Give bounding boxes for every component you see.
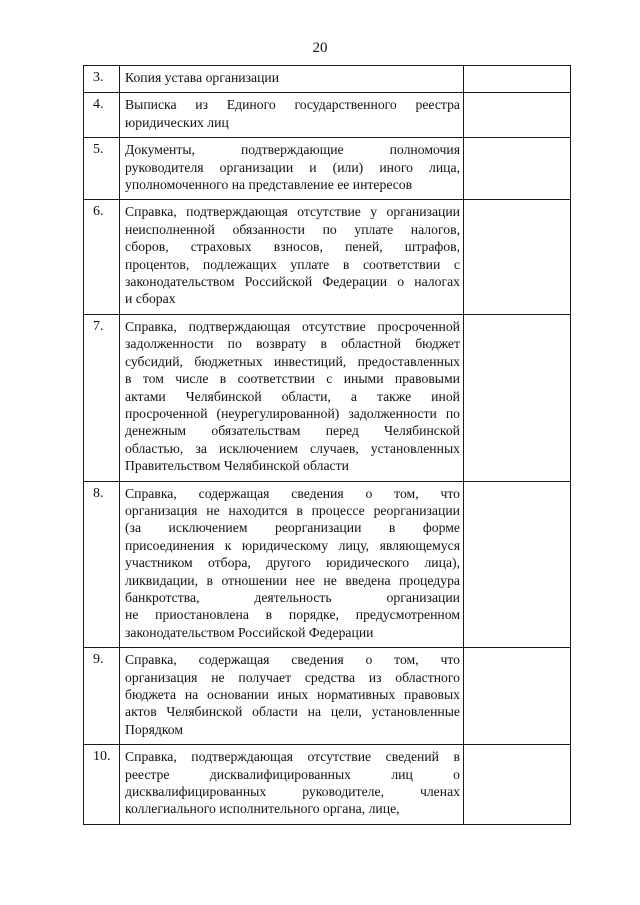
- description-line: Копия устава организации: [125, 70, 280, 85]
- documents-table-body: [84, 66, 571, 825]
- row-number: 9.: [84, 648, 120, 745]
- description-line: и сборах: [125, 291, 176, 307]
- description-line: просроченной (неурегулированной) задолженности по: [125, 405, 460, 421]
- description-line: дисквалифицированных руководителе, членах: [125, 784, 460, 800]
- row-number: 8.: [84, 481, 120, 648]
- empty-cell: [464, 138, 571, 200]
- description-line: Документы, подтверждающие полномочия: [125, 142, 460, 158]
- row-number: 3.: [84, 66, 120, 93]
- document-description: [120, 314, 464, 481]
- description-line: Правительством Челябинской области: [125, 458, 349, 474]
- row-number: 6.: [84, 200, 120, 314]
- description-line: законодательством Российской Федерации: [125, 624, 374, 640]
- document-description: [120, 745, 464, 825]
- description-line: субсидий, бюджетных инвестиций, предоставленных: [125, 353, 460, 369]
- table-row: [84, 745, 571, 825]
- description-line: в том числе в соответствии с иными правовыми: [125, 371, 460, 387]
- description-line: задолженности по возврату в областной бюджет: [125, 336, 460, 352]
- documents-table: [83, 65, 571, 825]
- description-line: коллегиального исполнительного органа, лице,: [125, 801, 400, 817]
- row-number: 7.: [84, 314, 120, 481]
- description-line: Справка, подтверждающая отсутствие просроченной: [125, 318, 460, 334]
- empty-cell: [464, 93, 571, 138]
- description-line: Справка, содержащая сведения о том, что: [125, 652, 460, 668]
- description-line: актами Челябинской области, а также иной: [125, 388, 460, 404]
- table-row: [84, 481, 571, 648]
- description-line: процентов, подлежащих уплате в соответствии с: [125, 256, 460, 272]
- description-line: Справка, содержащая сведения о том, что: [125, 485, 460, 501]
- empty-cell: [464, 648, 571, 745]
- empty-cell: [464, 745, 571, 825]
- description-line: неисполненной обязанности по уплате налогов,: [125, 221, 460, 237]
- description-line: присоединения к юридическому лицу, являющемуся: [125, 537, 460, 553]
- description-line: актов Челябинской области на цели, установленные: [125, 704, 460, 720]
- table-row: [84, 138, 571, 200]
- table-row: [84, 93, 571, 138]
- description-line: денежным обязательствам перед Челябинской: [125, 423, 460, 439]
- description-line: Справка, подтверждающая отсутствие сведений в: [125, 749, 460, 765]
- empty-cell: [464, 200, 571, 314]
- description-line: бюджета на основании иных нормативных правовых: [125, 687, 460, 702]
- description-line: ликвидации, в отношении нее не введена процедура: [125, 572, 460, 588]
- row-number: 10.: [84, 745, 120, 825]
- description-line: сборов, страховых взносов, пеней, штрафов,: [125, 239, 460, 255]
- description-line: Выписка из Единого государственного реестра: [125, 97, 460, 113]
- empty-cell: [464, 314, 571, 481]
- empty-cell: [464, 481, 571, 648]
- empty-cell: [464, 66, 571, 93]
- document-description: [120, 481, 464, 648]
- document-description: [120, 200, 464, 314]
- description-line: руководителя организации и (или) иного лица,: [125, 159, 460, 175]
- document-description: [120, 66, 464, 93]
- description-line: организация не получает средства из областного: [125, 669, 460, 685]
- description-line: областью, за исключением случаев, установленных: [125, 440, 460, 456]
- row-number: 4.: [84, 93, 120, 138]
- description-line: не приостановлена в порядке, предусмотренном: [125, 607, 460, 623]
- row-number: 5.: [84, 138, 120, 200]
- description-line: реестре дисквалифицированных лиц о: [125, 766, 460, 782]
- page-number: 20: [312, 40, 328, 56]
- description-line: Справка, подтверждающая отсутствие у организации: [125, 204, 460, 220]
- document-description: [120, 138, 464, 200]
- table-row: [84, 200, 571, 314]
- document-description: [120, 93, 464, 138]
- description-line: Порядком: [125, 721, 184, 737]
- description-line: организация не находится в процессе реорганизации: [125, 502, 460, 518]
- description-line: уполномоченного на представление ее интересов: [125, 177, 413, 193]
- description-line: законодательством Российской Федерации о налогах: [125, 274, 460, 290]
- table-row: [84, 314, 571, 481]
- description-line: банкротства, деятельность организации: [125, 589, 460, 605]
- description-line: участником отбора, другого юридического лица),: [125, 555, 460, 571]
- table-row: [84, 66, 571, 93]
- description-line: (за исключением реорганизации в форме: [125, 520, 460, 536]
- table-row: [84, 648, 571, 745]
- document-description: [120, 648, 464, 745]
- description-line: юридических лиц: [125, 114, 229, 130]
